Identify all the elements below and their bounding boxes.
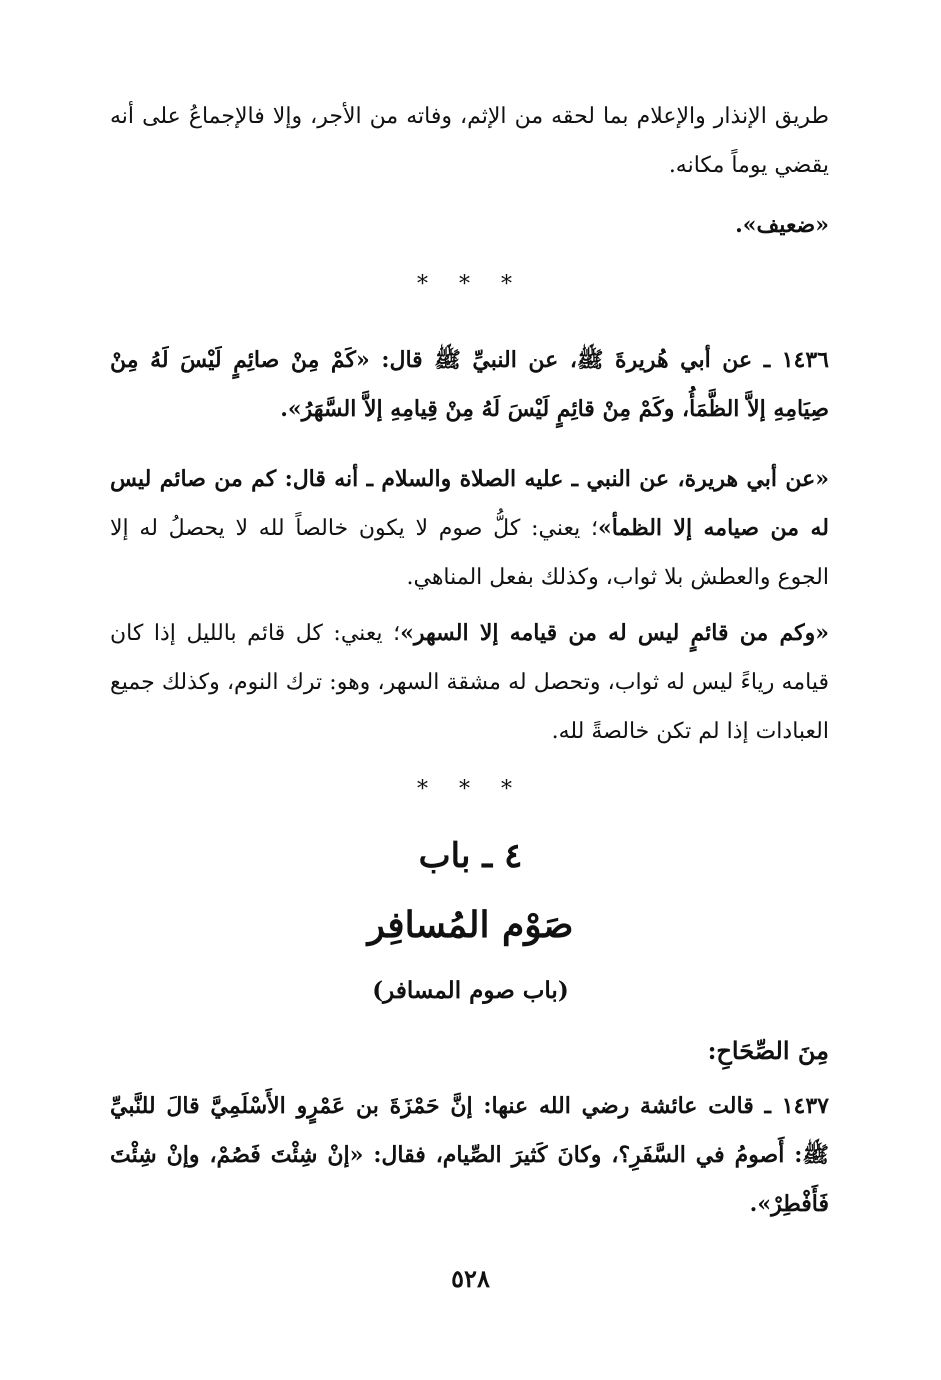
chapter-number: ٤ ـ باب xyxy=(418,836,523,876)
chapter-title: صَوْم المُسافِر xyxy=(367,904,574,946)
quoted-hadith: «عن أبي هريرة، عن النبي ـ عليه الصلاة والسلام ـ أنه قال: كم من صائم ليس له من صيامه إلا الظمأ» xyxy=(110,466,829,541)
paragraph-continuation xyxy=(110,92,829,190)
grade-text: «ضعيف». xyxy=(735,212,829,238)
section-heading xyxy=(110,1026,829,1075)
section-separator: * * * xyxy=(417,777,524,802)
commentary-1 xyxy=(110,455,829,602)
commentary-2 xyxy=(110,609,829,756)
chapter-subtitle: (باب صوم المسافر) xyxy=(372,977,569,1004)
commentary-text: ؛ يعني: كل قائم بالليل إذا كان قيامه رياءً ليس له ثواب، وتحصل له مشقة السهر، وهو: ترك النوم، وكذلك جميع العبادات إذا لم تكن خالصةً لله. xyxy=(110,621,829,744)
hadith-1436 xyxy=(110,336,829,434)
commentary-paragraph xyxy=(110,455,829,602)
commentary-text: ؛ يعني: كلُّ صوم لا يكون خالصاً لله لا يحصلُ له إلا الجوع والعطش بلا ثواب، وكذلك بفعل المناهي. xyxy=(110,516,829,590)
quoted-hadith: «وكم من قائمٍ ليس له من قيامه إلا السهر» xyxy=(400,620,829,646)
grade-note xyxy=(110,201,829,250)
page-number: ٥٢٨ xyxy=(451,1264,490,1293)
paragraph-text: طريق الإنذار والإعلام بما لحقه من الإثم، وفاته من الأجر، وإلا فالإجماعُ على أنه يقضي يوماً مكانه. xyxy=(110,104,829,178)
hadith-text: ١٤٣٧ ـ قالت عائشة رضي الله عنها: إنَّ حَمْزَةَ بن عَمْرٍو الأَسْلَمِيَّ قالَ للنَّبيِّ ﷺ: أَصومُ في السَّفَرِ؟، وكانَ كَثيرَ الصِّيام، فقال: «إنْ شِئْتَ فَصُمْ، وإنْ شِئْتَ فَأَفْطِرْ». xyxy=(110,1093,829,1217)
section-separator: * * * xyxy=(417,272,524,297)
hadith-text: ١٤٣٦ ـ عن أبي هُريرةَ ﷺ، عن النبيِّ ﷺ قال: «كَمْ مِنْ صائِمٍ لَيْسَ لَهُ مِنْ صِيَامِهِ إلاَّ الظَّمَأُ، وكَمْ مِنْ قائِمٍ لَيْسَ لَهُ مِنْ قِيامِهِ إلاَّ السَّهَرُ». xyxy=(110,347,829,422)
commentary-paragraph xyxy=(110,609,829,756)
hadith-1437 xyxy=(110,1082,829,1229)
section-heading-text: مِنَ الصِّحَاحِ: xyxy=(707,1036,829,1065)
